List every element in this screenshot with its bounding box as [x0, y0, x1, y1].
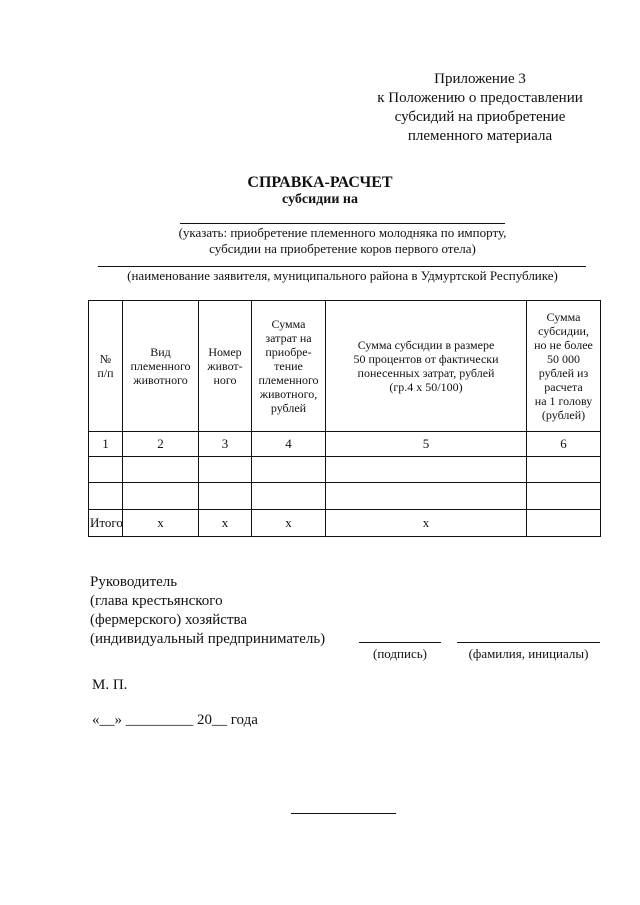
header-line: приобре- — [265, 345, 312, 359]
header-line: живот- — [207, 359, 243, 373]
total-cell: х — [326, 510, 527, 537]
header-line: (гр.4 х 50/100) — [389, 380, 463, 394]
total-cell: х — [252, 510, 326, 537]
name-line[interactable] — [457, 642, 600, 643]
table-row — [89, 483, 601, 510]
calculation-table — [88, 300, 601, 537]
header-line: (рублей) — [541, 408, 586, 422]
header-cell-subsidy-limit — [527, 301, 601, 432]
appendix-line: Приложение 3 — [434, 71, 526, 87]
column-number-cell: 1 — [89, 432, 123, 457]
header-line: на 1 голову — [534, 394, 593, 408]
applicant-hint: (наименование заявителя, муниципального района в Удмуртской Республике) — [127, 268, 558, 283]
column-number-cell: 3 — [199, 432, 252, 457]
table-cell[interactable] — [527, 483, 601, 510]
header-line: племенного — [258, 373, 319, 387]
total-cell: х — [123, 510, 199, 537]
table-cell[interactable] — [199, 483, 252, 510]
signatory-line: (глава крестьянского — [90, 593, 223, 609]
header-line: тение — [274, 359, 303, 373]
table-header-row — [89, 301, 601, 432]
table-cell[interactable] — [199, 457, 252, 483]
appendix-line: племенного материала — [407, 128, 553, 144]
header-lines — [124, 345, 197, 387]
header-line: 50 000 — [547, 352, 580, 366]
bottom-line — [291, 813, 396, 814]
hint-line: субсидии на приобретение коров первого отела) — [209, 241, 476, 256]
table-row — [89, 457, 601, 483]
header-lines — [253, 317, 324, 415]
header-line: затрат на — [265, 331, 312, 345]
column-number-cell: 4 — [252, 432, 326, 457]
name-label: (фамилия, инициалы) — [468, 646, 589, 661]
header-cell-animal-number — [199, 301, 252, 432]
signatory-line: (фермерского) хозяйства — [90, 612, 248, 628]
header-cell-costs — [252, 301, 326, 432]
signatory-line: Руководитель — [90, 574, 178, 590]
total-cell: х — [199, 510, 252, 537]
appendix-line: к Положению о предоставлении — [377, 90, 583, 106]
table-cell[interactable] — [89, 483, 123, 510]
header-line: племенного — [130, 359, 191, 373]
total-cell[interactable] — [527, 510, 601, 537]
header-cell-kind — [123, 301, 199, 432]
table-cell[interactable] — [89, 457, 123, 483]
header-lines — [90, 352, 121, 380]
total-label: Итого — [89, 510, 123, 537]
signatory-block — [90, 573, 325, 649]
document-title: СПРАВКА-РАСЧЕТ — [247, 174, 393, 191]
fill-in-line — [98, 266, 586, 267]
fill-in-line — [180, 223, 505, 224]
header-line: п/п — [97, 366, 114, 380]
header-cell-subsidy-amount — [326, 301, 527, 432]
header-line: субсидии, — [538, 324, 589, 338]
header-line: 50 процентов от фактически — [353, 352, 499, 366]
header-lines — [528, 310, 599, 422]
specify-hint — [150, 225, 535, 257]
table-total-row — [89, 510, 601, 537]
header-line: расчета — [544, 380, 583, 394]
document-subtitle: субсидии на — [282, 192, 358, 207]
column-number-cell: 6 — [527, 432, 601, 457]
header-cell-number — [89, 301, 123, 432]
column-number-cell: 5 — [326, 432, 527, 457]
signature-label: (подпись) — [373, 646, 427, 661]
header-line: ного — [213, 373, 237, 387]
table-cell[interactable] — [326, 457, 527, 483]
header-line: но не более — [534, 338, 593, 352]
date-line: «__» _________ 20__ года — [92, 712, 258, 728]
header-line: Сумма субсидии в размере — [357, 338, 495, 352]
header-lines — [327, 338, 525, 394]
header-lines — [200, 345, 250, 387]
signature-line[interactable] — [359, 642, 441, 643]
hint-line: (указать: приобретение племенного молодняка по импорту, — [178, 225, 507, 240]
header-line: понесенных затрат, рублей — [357, 366, 495, 380]
table-cell[interactable] — [252, 457, 326, 483]
table-cell[interactable] — [527, 457, 601, 483]
header-line: рублей — [270, 401, 307, 415]
header-line: Сумма — [271, 317, 306, 331]
header-line: Сумма — [546, 310, 581, 324]
header-line: животного — [133, 373, 188, 387]
table-column-numbers-row — [89, 432, 601, 457]
appendix-line: субсидий на приобретение — [394, 109, 566, 125]
appendix-reference — [360, 70, 600, 146]
table-cell[interactable] — [252, 483, 326, 510]
table-cell[interactable] — [326, 483, 527, 510]
header-line: Вид — [150, 345, 171, 359]
header-line: рублей из — [538, 366, 589, 380]
header-line: Номер — [208, 345, 242, 359]
header-line: животного, — [259, 387, 318, 401]
column-number-cell: 2 — [123, 432, 199, 457]
table-cell[interactable] — [123, 483, 199, 510]
table-cell[interactable] — [123, 457, 199, 483]
header-line: № — [99, 352, 112, 366]
signatory-line: (индивидуальный предприниматель) — [90, 631, 326, 647]
stamp-place: М. П. — [92, 677, 128, 693]
